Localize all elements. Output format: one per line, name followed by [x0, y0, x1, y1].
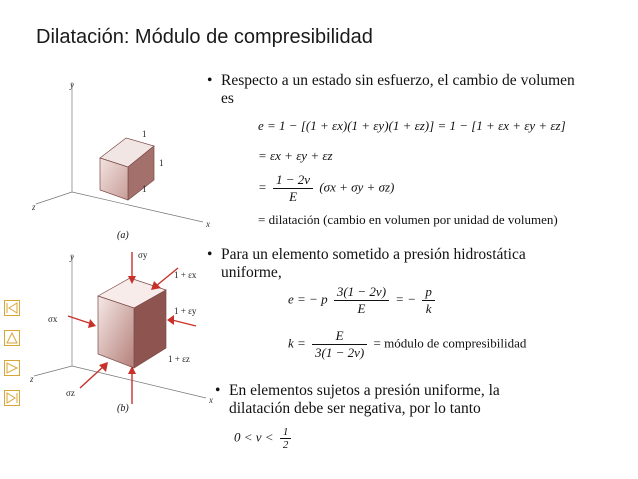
eq-hydro-num-2: p: [422, 284, 435, 301]
dilatation-definition: = dilatación (cambio en volumen por unidad de volumen): [258, 212, 558, 227]
cube-a-dim-2: 1: [159, 158, 164, 168]
axis-z-label-a: z: [32, 202, 36, 212]
sigma-y-label: σy: [138, 250, 148, 260]
bullet-dot: •: [207, 246, 213, 263]
eq-k-den: 3(1 − 2ν): [315, 345, 365, 360]
strain-x-label: 1 + εx: [174, 270, 197, 280]
eq-hydro-lead: e = − p: [288, 291, 328, 307]
axis-y-label-a: y: [70, 80, 74, 90]
strain-y-label: 1 + εy: [174, 306, 197, 316]
axis-y-label-b: y: [70, 252, 74, 262]
bullet-3-line-1: En elementos sujetos a presión uniforme, la: [229, 382, 500, 399]
stress-frac-num: 1 − 2ν: [273, 172, 313, 189]
bullet-dot: •: [215, 382, 221, 399]
eq-nu-den: 2: [282, 439, 289, 451]
previous-slide-icon[interactable]: [4, 330, 20, 346]
figure-b-caption: (b): [117, 403, 129, 414]
axis-z-label-b: z: [30, 374, 34, 384]
bullet-3-line-2: dilatación debe ser negativa, por lo tanto: [229, 400, 481, 417]
equation-bulk-modulus: [288, 328, 526, 361]
slide-title: Dilatación: Módulo de compresibilidad: [36, 26, 373, 48]
bullet-1-line-2: es: [221, 90, 234, 107]
last-slide-icon[interactable]: [4, 390, 20, 406]
bullet-dot: •: [207, 72, 213, 89]
first-slide-icon[interactable]: [4, 300, 20, 316]
equation-stress-sum: = $\frac{1 - 2\nu}{E}$ (σx + σy + σz): [258, 172, 395, 204]
equation-hydrostatic-dilatation: [288, 284, 438, 317]
figure-a-unit-cube: [28, 72, 228, 242]
strain-z-label: 1 + εz: [168, 354, 190, 364]
stress-sum-rest: (σx + σy + σz): [319, 179, 395, 195]
equation-strain-sum: = εx + εy + εz: [258, 148, 333, 163]
bullet-hydrostatic: [207, 246, 526, 282]
equation-poisson-range: [234, 426, 294, 451]
stress-frac-den: E: [289, 189, 298, 204]
cube-a-dim-1: 1: [142, 129, 147, 139]
eq-hydro-den-2: k: [425, 301, 432, 316]
cube-a-dim-3: 1: [142, 184, 147, 194]
eq-k-tail: = módulo de compresibilidad: [373, 335, 527, 351]
eq-nu-num: 1: [280, 426, 292, 439]
eq-k-lead: k =: [288, 335, 306, 351]
equation-volume-change: e = 1 − [(1 + εx)(1 + εy)(1 + εz)] = 1 − [1 + εx + εy + εz]: [258, 118, 566, 133]
eq-hydro-den: E: [357, 301, 366, 316]
next-slide-icon[interactable]: [4, 360, 20, 376]
sigma-z-label: σz: [66, 388, 75, 398]
bullet-2-line-1: Para un elemento sometido a presión hidrostática: [221, 246, 526, 263]
axis-x-label-a: x: [206, 219, 210, 229]
eq-nu-lead: 0 < ν <: [234, 429, 274, 445]
eq-hydro-mid: = −: [395, 291, 417, 307]
bullet-negative-dilatation: [215, 382, 500, 418]
eq-k-num: E: [312, 328, 367, 345]
bullet-1-line-1: Respecto a un estado sin esfuerzo, el cambio de volumen: [221, 72, 575, 89]
sigma-x-label: σx: [48, 314, 58, 324]
axis-x-label-b: x: [209, 395, 213, 405]
figure-b-stressed-cube: [28, 248, 228, 408]
eq-hydro-num: 3(1 − 2ν): [334, 284, 389, 301]
bullet-2-line-2: uniforme,: [221, 264, 282, 281]
bullet-volume-change: [207, 72, 575, 108]
figure-a-caption: (a): [117, 230, 129, 241]
